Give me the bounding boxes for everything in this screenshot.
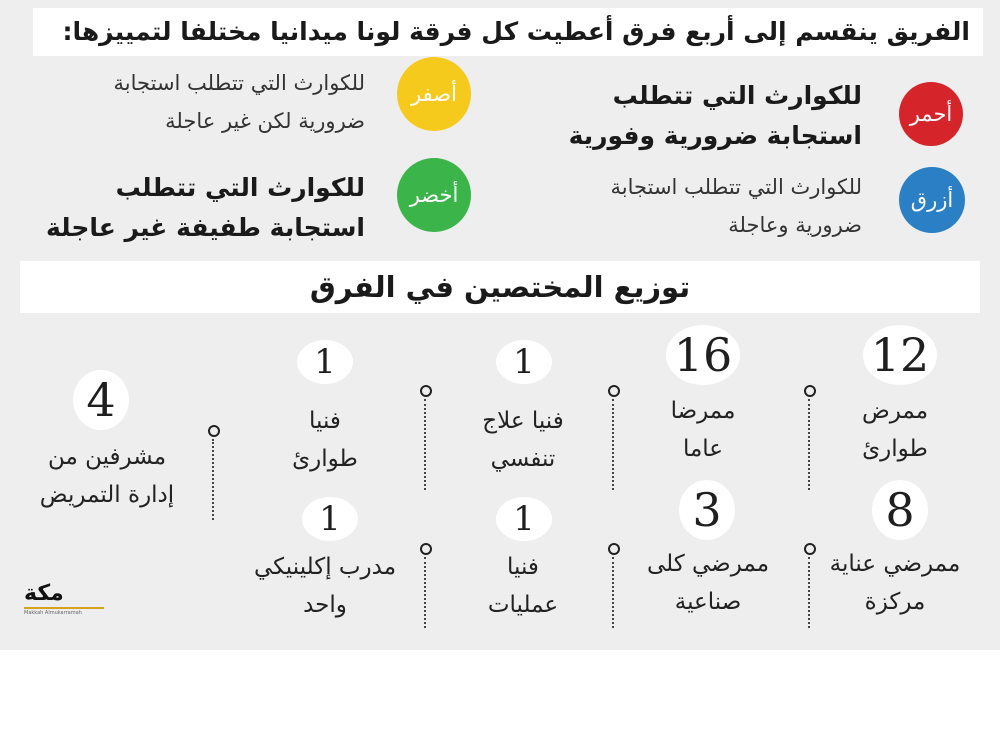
- green-desc-line2: استجابة طفيفة غير عاجلة: [45, 213, 365, 242]
- yellow-desc-line1: للكوارث التي تتطلب استجابة: [113, 71, 365, 95]
- green-team-description: [46, 168, 365, 248]
- distribution-title: توزيع المختصين في الفرق: [309, 270, 691, 304]
- specialist-label: فنيا طوارئ: [292, 408, 358, 472]
- specialist-count: 4: [56, 370, 146, 430]
- specialist-label: ممرض طوارئ: [861, 398, 929, 462]
- divider: [206, 425, 220, 520]
- divider: [606, 543, 620, 628]
- divider: [418, 543, 432, 628]
- blue-desc-line2: ضرورية وعاجلة: [728, 213, 862, 237]
- specialist-label: ممرضي عناية مركزة: [829, 551, 961, 615]
- red-desc-line2: استجابة ضرورية وفورية: [568, 121, 862, 150]
- specialist-count: 8: [855, 480, 945, 540]
- yellow-team-badge: أصفر: [397, 57, 471, 131]
- specialist-label: مدرب إكلينيكي واحد: [253, 554, 397, 618]
- blue-team-badge: أزرق: [899, 167, 965, 233]
- specialist-count: 12: [855, 325, 945, 385]
- specialist-label: ممرضا عاما: [670, 398, 736, 462]
- newspaper-logo: مكة Makkah Almukarramah: [22, 585, 106, 625]
- specialist-count: 3: [662, 480, 752, 540]
- yellow-team-description: [114, 64, 365, 140]
- specialist-count: 1: [285, 497, 375, 541]
- green-team-badge: أخضر: [397, 158, 471, 232]
- blue-desc-line1: للكوارث التي تتطلب استجابة: [610, 175, 862, 199]
- red-team-badge: أحمر: [899, 82, 963, 146]
- specialist-count: 1: [479, 497, 569, 541]
- specialist-label: فنيا عمليات: [487, 554, 559, 618]
- specialist-count: 1: [479, 340, 569, 384]
- red-team-description: [569, 76, 862, 156]
- divider: [802, 543, 816, 628]
- blue-team-description: [611, 168, 862, 244]
- divider: [606, 385, 620, 490]
- specialist-label: فنيا علاج تنفسي: [482, 408, 564, 472]
- specialist-label: ممرضي كلى صناعية: [646, 551, 770, 615]
- green-desc-line1: للكوارث التي تتطلب: [115, 173, 365, 202]
- specialist-count: 1: [280, 340, 370, 384]
- red-desc-line1: للكوارث التي تتطلب: [612, 81, 862, 110]
- divider: [418, 385, 432, 490]
- specialist-count: 16: [658, 325, 748, 385]
- yellow-desc-line2: ضرورية لكن غير عاجلة: [165, 109, 365, 133]
- specialist-label: مشرفين من إدارة التمريض: [39, 444, 175, 508]
- divider: [802, 385, 816, 490]
- headline: الفريق ينقسم إلى أربع فرق أعطيت كل فرقة لونا ميدانيا مختلفا لتمييزها:: [62, 17, 970, 46]
